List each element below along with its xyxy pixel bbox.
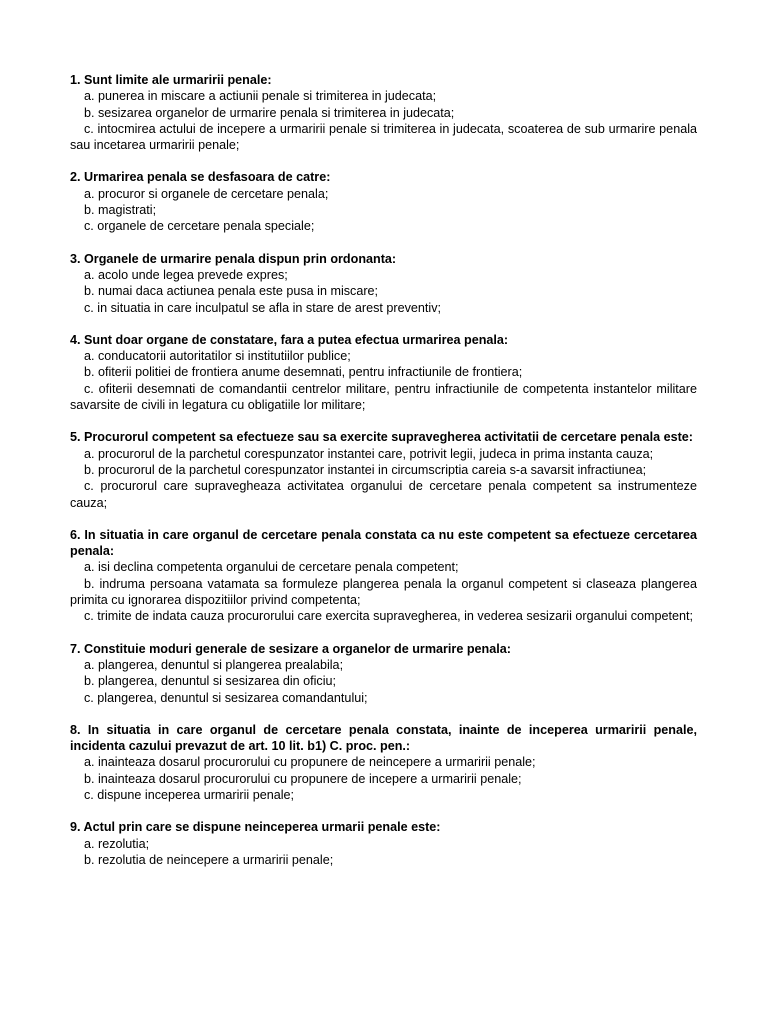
- answer-option-b: b. inainteaza dosarul procurorului cu propunere de incepere a urmaririi penale;: [84, 771, 522, 786]
- question-6: [70, 527, 697, 625]
- answer-option-a: a. plangerea, denuntul si plangerea prealabila;: [84, 657, 344, 672]
- answer-option-a: a. inainteaza dosarul procurorului cu propunere de neincepere a urmaririi penale;: [84, 755, 536, 770]
- answer-option-a: a. procuror si organele de cercetare penala;: [84, 186, 329, 201]
- question-title: 9. Actul prin care se dispune neinceperea urmarii penale este:: [70, 820, 441, 835]
- question-9: [70, 819, 697, 868]
- question-title: 2. Urmarirea penala se desfasoara de catre:: [70, 170, 331, 185]
- answer-option-c: c. plangerea, denuntul si sesizarea comandantului;: [84, 690, 368, 705]
- answer-option-a: a. isi declina competenta organului de cercetare penala competent;: [84, 560, 459, 575]
- answer-option-c: c. ofiterii desemnati de comandantii centrelor militare, pentru infractiunile de competenta instantelor militare savarsite de civili in legatura cu obligatiile lor militare;: [70, 381, 697, 413]
- question-title: 6. In situatia in care organul de cercetare penala constata ca nu este competent sa efectueze cercetarea penala:: [70, 527, 697, 559]
- question-8: [70, 722, 697, 803]
- question-1: [70, 72, 697, 153]
- question-title: 4. Sunt doar organe de constatare, fara a putea efectua urmarirea penala:: [70, 332, 509, 347]
- answer-option-a: a. punerea in miscare a actiunii penale si trimiterea in judecata;: [84, 89, 437, 104]
- answer-option-c: c. in situatia in care inculpatul se afla in stare de arest preventiv;: [84, 300, 442, 315]
- answer-option-b: b. magistrati;: [84, 203, 157, 218]
- answer-option-a: a. conducatorii autoritatilor si institutiilor publice;: [84, 349, 351, 364]
- answer-option-c: c. organele de cercetare penala speciale;: [84, 219, 315, 234]
- question-title: 7. Constituie moduri generale de sesizare a organelor de urmarire penala:: [70, 641, 511, 656]
- question-3: [70, 251, 697, 316]
- answer-option-b: b. numai daca actiunea penala este pusa in miscare;: [84, 284, 379, 299]
- question-title: 3. Organele de urmarire penala dispun prin ordonanta:: [70, 251, 397, 266]
- answer-option-b: b. plangerea, denuntul si sesizarea din oficiu;: [84, 674, 337, 689]
- document-page: [70, 72, 697, 884]
- question-title: 1. Sunt limite ale urmaririi penale:: [70, 73, 272, 87]
- answer-option-a: a. acolo unde legea prevede expres;: [84, 267, 288, 282]
- answer-option-b: b. ofiterii politiei de frontiera anume desemnati, pentru infractiunile de frontiera;: [84, 365, 523, 380]
- question-2: [70, 169, 697, 234]
- answer-option-c: c. procurorul care supravegheaza activitatea organului de cercetare penala competent sa instrumenteze cauza;: [70, 479, 697, 510]
- question-7: [70, 641, 697, 706]
- answer-option-c: c. trimite de indata cauza procurorului care exercita supravegherea, in vederea sesizarii organului competent;: [84, 609, 694, 624]
- answer-option-a: a. rezolutia;: [84, 836, 150, 851]
- answer-option-c: c. intocmirea actului de incepere a urmaririi penale si trimiterea in judecata, scoaterea de sub urmarire penala sau incetarea urmaririi penale;: [70, 121, 697, 153]
- question-title: 8. In situatia in care organul de cercetare penala constata, inainte de inceperea urmaririi penale, incidenta cazului prevazut de art. 10 lit. b1) C. proc. pen.:: [70, 722, 697, 754]
- answer-option-b: b. rezolutia de neincepere a urmaririi penale;: [84, 852, 334, 867]
- question-title: 5. Procurorul competent sa efectueze sau sa exercite supravegherea activitatii de cercetare penala este:: [70, 430, 693, 445]
- answer-option-b: b. procurorul de la parchetul corespunzator instantei in circumscriptia careia s-a savarsit infractiunea;: [84, 462, 647, 477]
- question-5: [70, 429, 697, 510]
- answer-option-b: b. indruma persoana vatamata sa formuleze plangerea penala la organul competent si claseaza plangerea primita cu ignorarea dispozitiilor privind competenta;: [70, 576, 697, 608]
- answer-option-c: c. dispune inceperea urmaririi penale;: [84, 787, 295, 802]
- answer-option-a: a. procurorul de la parchetul corespunzator instantei care, potrivit legii, judeca in prima instanta cauza;: [84, 446, 654, 461]
- question-4: [70, 332, 697, 413]
- answer-option-b: b. sesizarea organelor de urmarire penala si trimiterea in judecata;: [84, 105, 455, 120]
